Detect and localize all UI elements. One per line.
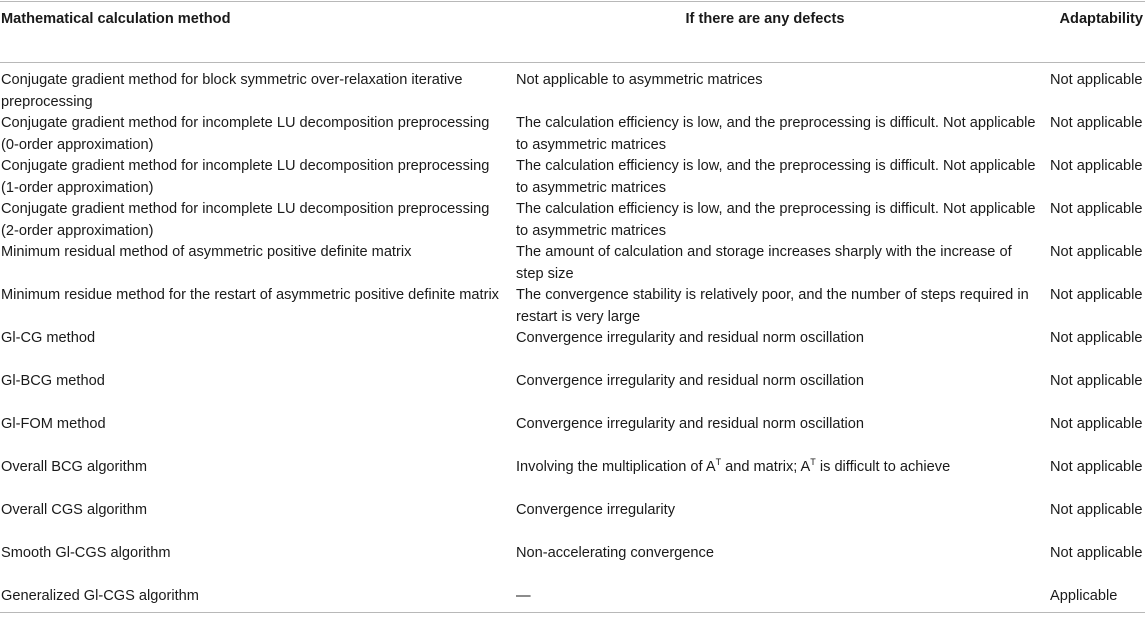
defects-cell: The calculation efficiency is low, and the preprocessing is difficult. Not applicable to asymmetric matrices	[516, 115, 1036, 153]
defects-cell: The calculation efficiency is low, and the preprocessing is difficult. Not applicable to asymmetric matrices	[516, 201, 1036, 239]
table-row	[0, 328, 1145, 371]
transpose-superscript: T	[715, 457, 722, 467]
table-row	[0, 457, 1145, 500]
table-row	[0, 500, 1145, 543]
adaptability-cell: Applicable	[1050, 588, 1118, 604]
table-row	[0, 199, 1145, 242]
method-cell: Generalized Gl-CGS algorithm	[1, 588, 199, 604]
adaptability-cell: Not applicable	[1050, 416, 1143, 432]
method-cell: Overall BCG algorithm	[1, 459, 147, 475]
method-cell: Conjugate gradient method for incomplete LU decomposition preprocessing (2-order approximation)	[1, 201, 490, 239]
defects-cell: The convergence stability is relatively poor, and the number of steps required in restart is very large	[516, 287, 1029, 325]
table-row	[0, 70, 1145, 113]
method-cell: Minimum residual method of asymmetric positive definite matrix	[1, 244, 412, 260]
transpose-superscript: T	[810, 457, 816, 467]
defects-cell: The calculation efficiency is low, and the preprocessing is difficult. Not applicable to asymmetric matrices	[516, 158, 1036, 196]
adaptability-cell: Not applicable	[1050, 72, 1143, 88]
defects-cell: Not applicable to asymmetric matrices	[516, 72, 763, 88]
adaptability-cell: Not applicable	[1050, 158, 1143, 174]
table-row	[0, 113, 1145, 156]
adaptability-cell: Not applicable	[1050, 330, 1143, 346]
adaptability-cell: Not applicable	[1050, 459, 1143, 475]
adaptability-cell: Not applicable	[1050, 287, 1143, 303]
table-row	[0, 285, 1145, 328]
method-cell: Conjugate gradient method for incomplete LU decomposition preprocessing (1-order approximation)	[1, 158, 490, 196]
method-cell: Conjugate gradient method for block symmetric over-relaxation iterative preprocessing	[1, 72, 463, 110]
defects-cell: —	[516, 588, 531, 604]
method-cell: Gl-CG method	[1, 330, 96, 346]
table-row	[0, 156, 1145, 199]
adaptability-cell: Not applicable	[1050, 502, 1143, 518]
adaptability-cell: Not applicable	[1050, 373, 1143, 389]
adaptability-cell: Not applicable	[1050, 201, 1143, 217]
adaptability-cell: Not applicable	[1050, 545, 1143, 561]
table-row	[0, 242, 1145, 285]
adaptability-cell: Not applicable	[1050, 244, 1143, 260]
bottom-rule	[0, 612, 1145, 613]
defects-cell: Convergence irregularity and residual norm oscillation	[516, 373, 864, 389]
defects-cell: Convergence irregularity and residual norm oscillation	[516, 330, 864, 346]
adaptability-cell: Not applicable	[1050, 115, 1143, 131]
header-defects: If there are any defects	[685, 11, 845, 27]
defects-cell: Non-accelerating convergence	[516, 545, 714, 561]
header-rule	[0, 62, 1145, 63]
defects-text-part: Involving the multiplication of A	[516, 459, 716, 475]
method-cell: Gl-BCG method	[1, 373, 105, 389]
header-adaptability: Adaptability	[1059, 11, 1143, 27]
table-body	[0, 70, 1145, 629]
table-row	[0, 586, 1145, 629]
method-cell: Overall CGS algorithm	[1, 502, 147, 518]
defects-text-part: is difficult to achieve	[815, 459, 951, 475]
header-method: Mathematical calculation method	[1, 11, 231, 27]
method-cell: Minimum residue method for the restart of asymmetric positive definite matrix	[1, 287, 499, 303]
defects-text-part: and matrix; A	[721, 459, 811, 475]
method-cell: Conjugate gradient method for incomplete LU decomposition preprocessing (0-order approximation)	[1, 115, 490, 153]
defects-cell: Convergence irregularity and residual norm oscillation	[516, 416, 864, 432]
table-header	[0, 9, 1145, 59]
defects-cell: The amount of calculation and storage increases sharply with the increase of step size	[516, 244, 1012, 282]
defects-cell: Convergence irregularity	[516, 502, 675, 518]
top-rule	[0, 1, 1145, 2]
defects-cell	[516, 457, 1041, 479]
method-cell: Gl-FOM method	[1, 416, 106, 432]
table-row	[0, 414, 1145, 457]
table-row	[0, 543, 1145, 586]
table-row	[0, 371, 1145, 414]
method-cell: Smooth Gl-CGS algorithm	[1, 545, 171, 561]
